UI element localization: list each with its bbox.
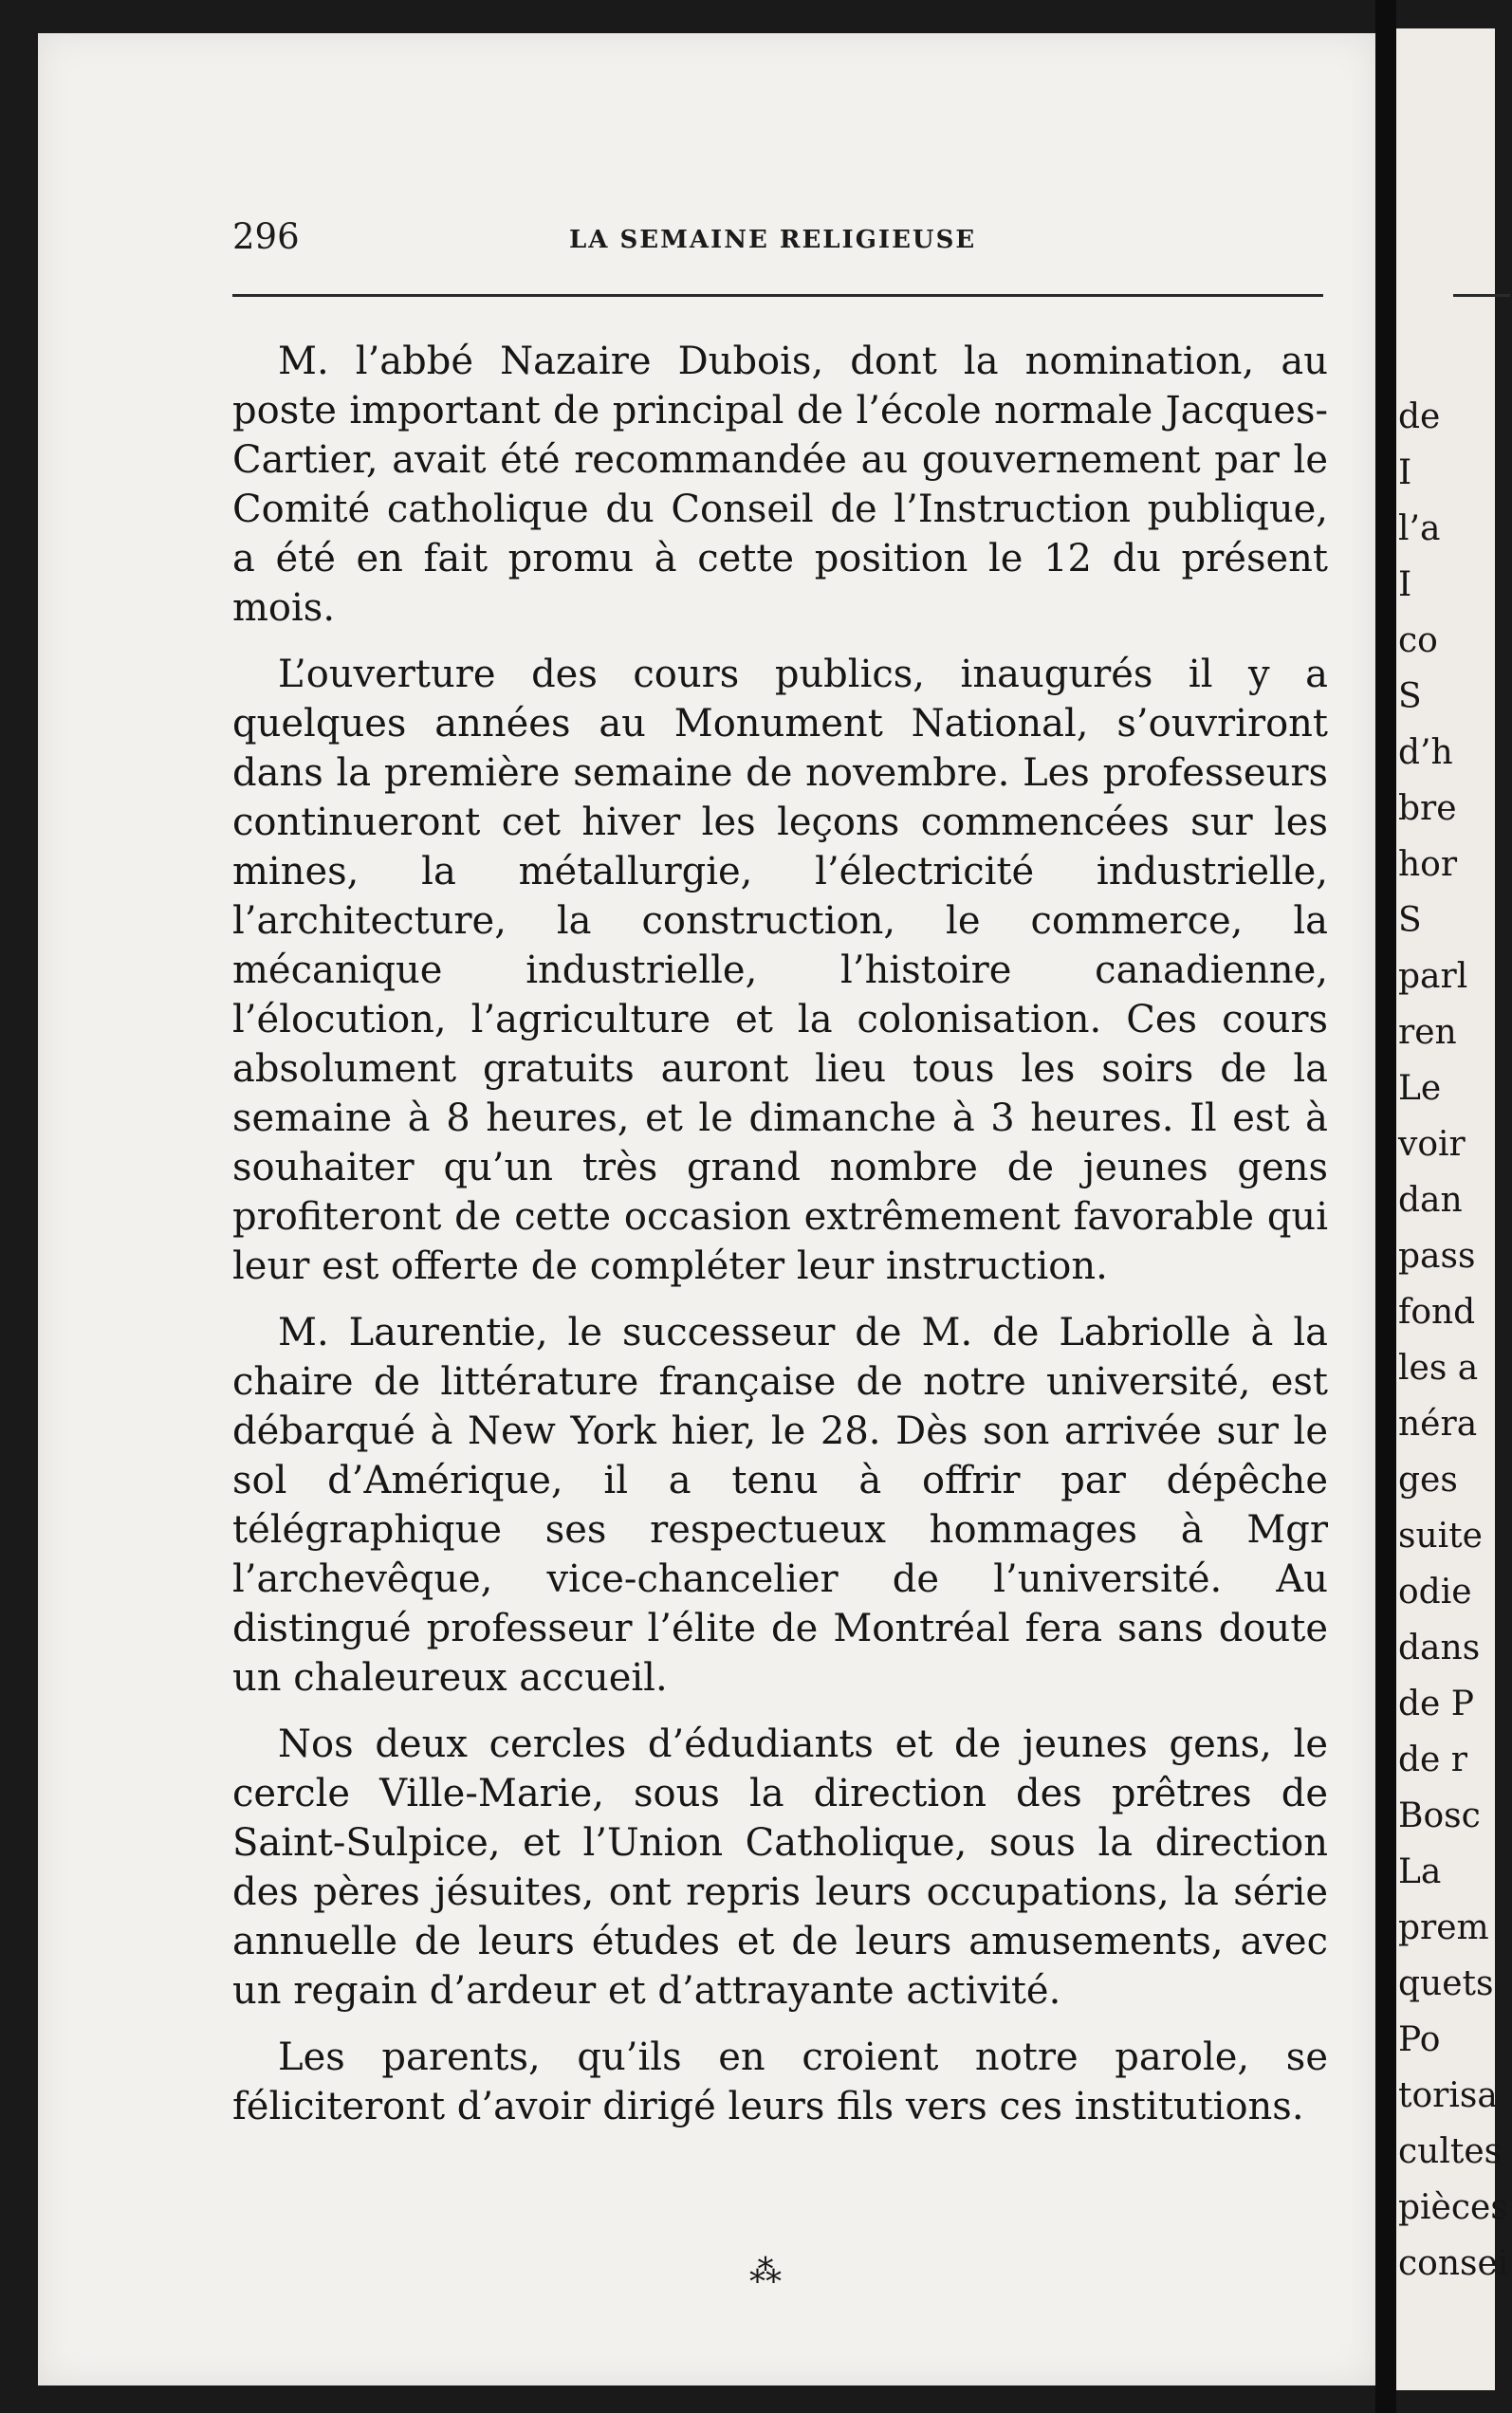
facing-line: voir	[1398, 1125, 1466, 1164]
facing-line: prem	[1398, 1908, 1489, 1947]
facing-line: consei	[1398, 2244, 1509, 2283]
facing-line: parl	[1398, 957, 1468, 996]
facing-line: l’a	[1398, 509, 1441, 548]
facing-line: cultes	[1398, 2132, 1503, 2171]
facing-line: Le	[1398, 1069, 1442, 1108]
facing-line: co	[1398, 621, 1438, 660]
page-header	[232, 216, 1323, 273]
facing-line: pass	[1398, 1237, 1476, 1276]
facing-line: dan	[1398, 1181, 1463, 1220]
facing-line: les a	[1398, 1349, 1479, 1388]
paragraph: M. Laurentie, le successeur de M. de Labriolle à la chaire de littérature française de notre université, est débarqué à New York hier, le 28. Dès son arrivée sur le sol d’Amérique, il a tenu à offrir par dépêche télégraphique ses respectueux hommages à Mgr l’archevêque, vice-chancelier de l’université. Au distingué professeur l’élite de Montréal fera sans doute un chaleureux accueil.	[232, 1311, 1328, 1700]
facing-header-rule	[1453, 294, 1510, 297]
facing-line: odie	[1398, 1573, 1472, 1612]
book-gutter	[1375, 0, 1396, 2413]
facing-line: Po	[1398, 2020, 1441, 2059]
running-title: LA SEMAINE RELIGIEUSE	[569, 226, 977, 254]
facing-line: suite	[1398, 1517, 1483, 1556]
article-body	[232, 337, 1328, 2148]
facing-line: d’h	[1398, 733, 1453, 772]
facing-page-text	[1398, 389, 1512, 2292]
facing-line: La	[1398, 1852, 1442, 1891]
paragraph: M. l’abbé Nazaire Dubois, dont la nomination, au poste important de principal de l’école normale Jacques-Cartier, avait été recommandée au gouvernement par le Comité catholique du Conseil de l’Instruction publique, a été en fait promu à cette position le 12 du présent mois.	[232, 340, 1328, 630]
facing-line: hor	[1398, 845, 1458, 884]
facing-line: dans	[1398, 1629, 1481, 1667]
facing-line: de r	[1398, 1741, 1468, 1779]
facing-line: pièces	[1398, 2188, 1508, 2227]
facing-line: de	[1398, 397, 1441, 436]
paragraph: L’ouverture des cours publics, inaugurés il y a quelques années au Monument National, s’ouvriront dans la première semaine de novembre. Les professeurs continueront cet hiver les leçons commencées sur les mines, la métallurgie, l’électricité industrielle, l’architecture, la construction, le commerce, la mécanique industrielle, l’histoire canadienne, l’élocution, l’agriculture et la colonisation. Ces cours absolument gratuits auront lieu tous les soirs de la semaine à 8 heures, et le dimanche à 3 heures. Il est à souhaiter qu’un très grand nombre de jeunes gens profiteront de cette occasion extrêmement favorable qui leur est offerte de compléter leur instruction.	[232, 653, 1328, 1288]
facing-line: ren	[1398, 1013, 1457, 1052]
facing-page	[1396, 28, 1509, 2390]
facing-line: S	[1398, 901, 1422, 940]
paragraph: Nos deux cercles d’édudiants et de jeunes gens, le cercle Ville-Marie, sous la direction des prêtres de Saint-Sulpice, et l’Union Catholique, sous la direction des pères jésuites, ont repris leurs occupations, la série annuelle de leurs études et de leurs amusements, avec un regain d’ardeur et d’attrayante activité.	[232, 1722, 1328, 2013]
facing-line: S	[1398, 677, 1422, 716]
facing-line: quets	[1398, 1964, 1494, 2003]
facing-line: de P	[1398, 1685, 1475, 1723]
facing-line: I	[1398, 565, 1412, 604]
facing-line: fond	[1398, 1293, 1476, 1332]
page-number: 296	[232, 216, 300, 257]
section-dinkus: ⁂	[749, 2253, 784, 2291]
facing-line: I	[1398, 453, 1412, 492]
facing-line: Bosc	[1398, 1796, 1481, 1835]
facing-line: ges	[1398, 1461, 1458, 1500]
paragraph: Les parents, qu’ils en croient notre parole, se féliciteront d’avoir dirigé leurs fils vers ces institutions.	[232, 2035, 1328, 2128]
facing-line: néra	[1398, 1405, 1478, 1444]
header-rule	[232, 294, 1323, 297]
facing-line: bre	[1398, 789, 1457, 828]
facing-line: torisa	[1398, 2076, 1498, 2115]
